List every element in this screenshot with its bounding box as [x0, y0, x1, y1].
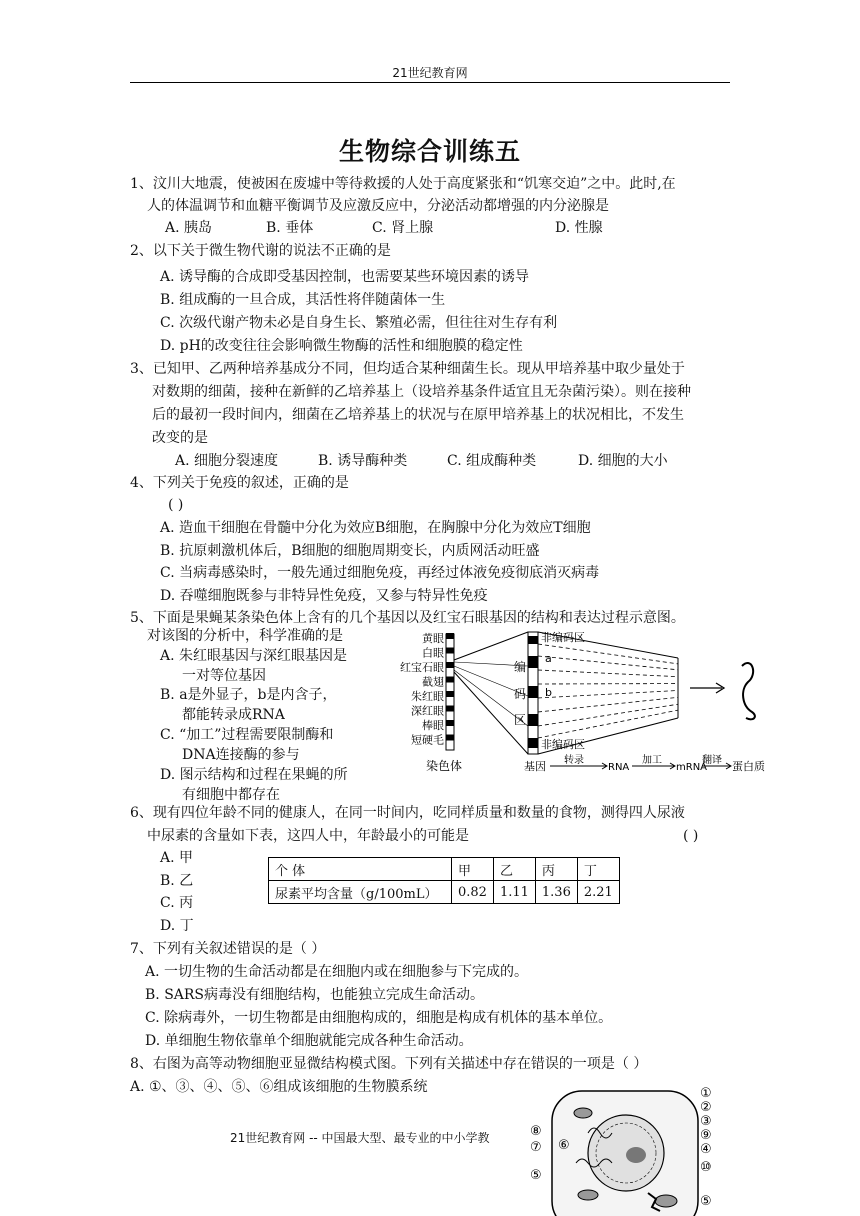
q7-option-d: D. 单细胞生物依靠单个细胞就能完成各种生命活动。 [145, 1033, 473, 1049]
q3-stem-line3: 后的最初一段时间内，细菌在乙培养基上的状况与在原甲培养基上的状况相比，不发生 [152, 407, 684, 423]
mitochondrion-1 [578, 1190, 598, 1200]
header-rule [130, 82, 730, 83]
q3-stem-line2: 对数期的细菌，接种在新鲜的乙培养基上（设培养基条件适宜且无杂菌污染）。则在接种 [152, 384, 691, 400]
q5-option-a-line1: A. 朱红眼基因与深红眼基因是 [160, 648, 348, 664]
dashed-line [538, 710, 678, 738]
noncoding-bottom-label: 非编码区 [541, 738, 585, 751]
q3-option-d: D. 细胞的大小 [578, 453, 668, 469]
dashed-line [538, 697, 678, 712]
cell-structure-label: ① [700, 1086, 712, 1101]
q5-option-c-line2: DNA连接酶的参与 [182, 747, 300, 763]
q1-stem-line2: 人的体温调节和血糖平衡调节及应激反应中，分泌活动都增强的内分泌腺是 [147, 198, 609, 214]
q8-stem: 8、右图为高等动物细胞亚显微结构模式图。下列有关描述中存在错误的一项是（ ） [130, 1056, 648, 1072]
mitochondrion-3 [574, 1108, 592, 1118]
cell-structure-label: ⑤ [700, 1194, 712, 1209]
chromosome-band [446, 706, 454, 712]
q5-option-b-line1: B. a是外显子，b是内含子， [160, 687, 337, 703]
q6-stem-line2: 中尿素的含量如下表，这四人中，年龄最小的可能是 [147, 828, 469, 844]
header-ding: 丁 [577, 858, 619, 881]
flow-rna: RNA [608, 762, 630, 773]
q3-option-c: C. 组成酶种类 [447, 453, 537, 469]
coding-label-1: 编 [514, 660, 527, 674]
gene-label: 短硬毛 [411, 733, 444, 747]
cell-structure-label: ③ [700, 1114, 712, 1129]
chromosome-band [446, 720, 454, 726]
chromosome-band [446, 677, 454, 683]
animal-cell-figure [528, 1083, 728, 1216]
q4-option-b: B. 抗原刺激机体后，B细胞的细胞周期变长，内质网活动旺盛 [160, 543, 540, 559]
flow-processing: 加工 [642, 755, 662, 766]
row-label: 尿素平均含量（g/100mL） [269, 881, 452, 904]
value-yi: 1.11 [493, 881, 535, 904]
flow-translation: 翻译 [702, 755, 722, 766]
exon-block [528, 738, 538, 748]
q3-option-b: B. 诱导酶种类 [318, 453, 408, 469]
q4-option-d: D. 吞噬细胞既参与非特异性免疫，又参与特异性免疫 [160, 588, 488, 604]
cell-structure-label: ⑧ [530, 1124, 542, 1139]
cell-structure-label: ⑥ [558, 1138, 570, 1153]
chromosome-band [446, 691, 454, 697]
q2-option-c: C. 次级代谢产物未必是自身生长、繁殖必需，但往往对生存有利 [160, 315, 558, 331]
nucleus [588, 1115, 664, 1191]
urea-table-row [269, 881, 620, 904]
q7-option-a: A. 一切生物的生命活动都是在细胞内或在细胞参与下完成的。 [145, 964, 529, 980]
q1-option-c: C. 肾上腺 [372, 220, 434, 236]
q6-option-d: D. 丁 [160, 918, 194, 934]
q5-option-c-line1: C. “加工”过程需要限制酶和 [160, 727, 334, 743]
label-b: b [545, 686, 552, 699]
dashed-line [538, 690, 678, 698]
exon-block [528, 686, 538, 698]
cell-structure-label: ⑦ [530, 1140, 542, 1155]
label-a: a [545, 652, 552, 665]
q1-stem-line1: 1、汶川大地震，使被困在废墟中等待救援的人处于高度紧张和“饥寒交迫”之中。此时,在 [130, 176, 676, 192]
coding-label-2: 码 [514, 687, 527, 701]
value-bing: 1.36 [535, 881, 577, 904]
cell-structure-label: ⑨ [700, 1128, 712, 1143]
q7-stem: 7、下列有关叙述错误的是（ ） [130, 941, 326, 957]
q5-stem-line1: 5、下面是果蝇某条染色体上含有的几个基因以及红宝石眼基因的结构和表达过程示意图。 [130, 610, 685, 626]
q4-answer-blank: ( ) [168, 497, 184, 513]
chromosome-band [446, 633, 454, 639]
value-ding: 2.21 [577, 881, 619, 904]
q1-option-b: B. 垂体 [266, 220, 314, 236]
q7-option-c: C. 除病毒外，一切生物都是由细胞构成的，细胞是构成有机体的基本单位。 [145, 1010, 613, 1026]
q5-option-d-line2: 有细胞中都存在 [182, 787, 280, 803]
q3-stem-line4: 改变的是 [152, 430, 208, 446]
q2-stem: 2、以下关于微生物代谢的说法不正确的是 [130, 243, 391, 259]
q5-stem-line2: 对该图的分析中，科学准确的是 [147, 628, 343, 644]
q2-option-d: D. pH的改变往往会影响微生物酶的活性和细胞膜的稳定性 [160, 338, 523, 354]
gene-label: 朱红眼 [411, 690, 444, 703]
q6-option-c: C. 丙 [160, 895, 194, 911]
q3-option-a: A. 细胞分裂速度 [175, 453, 279, 469]
protein-squiggle [742, 663, 755, 719]
gene-label: 深红眼 [411, 704, 444, 718]
q4-stem: 4、下列关于免疫的叙述，正确的是 [130, 475, 349, 491]
urea-table-header [269, 858, 620, 881]
q4-option-c: C. 当病毒感染时，一般先通过细胞免疫，再经过体液免疫彻底消灭病毒 [160, 565, 600, 581]
dashed-line [538, 670, 678, 677]
q3-stem-line1: 3、已知甲、乙两种培养基成分不同，但均适合某种细菌生长。现从甲培养基中取少量处于 [130, 361, 685, 377]
nucleolus [626, 1147, 646, 1163]
chromosome-band [446, 662, 454, 668]
flow-mrna: mRNA [676, 762, 708, 773]
value-jia: 0.82 [452, 881, 494, 904]
urea-table [268, 857, 620, 904]
flow-protein: 蛋白质 [732, 760, 765, 773]
gene-label: 截翅 [422, 675, 444, 689]
funnel-bottom [538, 718, 678, 754]
q7-option-b: B. SARS病毒没有细胞结构，也能独立完成生命活动。 [145, 987, 485, 1003]
cell-structure-label: ④ [700, 1142, 712, 1157]
q5-option-b-line2: 都能转录成RNA [182, 707, 285, 723]
flow-transcription: 转录 [564, 755, 584, 766]
gene-label: 黄眼 [422, 632, 444, 645]
page-title: 生物综合训练五 [338, 137, 521, 166]
header-jia: 甲 [452, 858, 494, 881]
cell-structure-label: ② [700, 1100, 712, 1115]
mitochondrion-2 [655, 1195, 677, 1207]
exon-block [528, 656, 538, 668]
gene-label: 棒眼 [422, 719, 444, 732]
exon-block [528, 636, 538, 644]
q2-option-b: B. 组成酶的一旦合成，其活性将伴随菌体一生 [160, 292, 446, 308]
q6-answer-blank: ( ) [683, 828, 699, 844]
gene-label: 白眼 [422, 646, 444, 660]
q6-option-b: B. 乙 [160, 873, 194, 889]
q1-option-a: A. 胰岛 [165, 220, 213, 236]
chromosome-band [446, 648, 454, 654]
q6-option-a: A. 甲 [160, 850, 194, 866]
noncoding-top-label: 非编码区 [541, 631, 585, 644]
dashed-line [538, 656, 678, 670]
page-footer: 21世纪教育网 -- 中国最大型、最专业的中小学教 [230, 1131, 490, 1145]
page-header: 21世纪教育网 [392, 66, 468, 80]
q8-option-a: A. ①、③、④、⑤、⑥组成该细胞的生物膜系统 [130, 1079, 428, 1095]
gene-label: 红宝石眼 [400, 661, 444, 674]
zoom-line-top [454, 632, 528, 660]
cell-structure-label: ⑤ [530, 1168, 542, 1183]
q5-option-d-line1: D. 图示结构和过程在果蝇的所 [160, 767, 348, 783]
q6-stem-line1: 6、现有四位年龄不同的健康人，在同一时间内，吃同样质量和数量的食物，测得四人尿液 [130, 805, 685, 821]
coding-label-3: 区 [514, 713, 527, 727]
flow-gene: 基因 [524, 760, 546, 773]
q1-option-d: D. 性腺 [555, 220, 603, 236]
header-yi: 乙 [493, 858, 535, 881]
header-bing: 丙 [535, 858, 577, 881]
chromosome-label: 染色体 [426, 759, 463, 773]
q5-option-a-line2: 一对等位基因 [182, 668, 266, 684]
q2-option-a: A. 诱导酶的合成即受基因控制，也需要某些环境因素的诱导 [160, 269, 530, 285]
gene-expression-figure [390, 626, 790, 778]
dashed-line [538, 704, 678, 726]
cell-structure-label: ⑩ [700, 1160, 712, 1175]
header-individual: 个 体 [269, 858, 452, 881]
exon-block [528, 714, 538, 726]
chromosome-band [446, 735, 454, 741]
q4-option-a: A. 造血干细胞在骨髓中分化为效应B细胞，在胸腺中分化为效应T细胞 [160, 520, 591, 536]
